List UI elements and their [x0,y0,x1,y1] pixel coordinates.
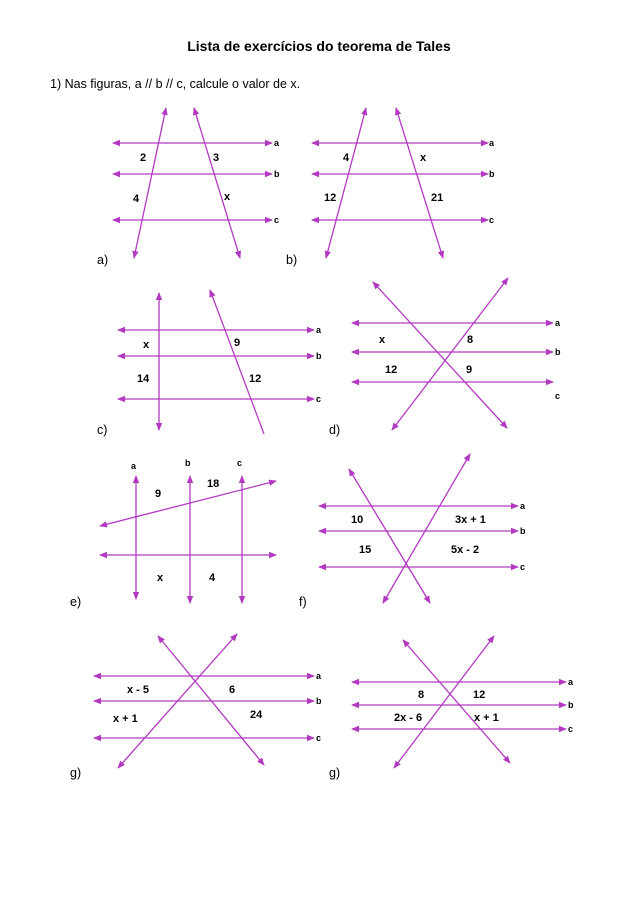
line-label-a: a [489,138,495,148]
segment-label: 6 [229,684,236,696]
line-label-b: b [316,351,322,361]
figure-e-labels [131,458,242,584]
line-label-a: a [520,501,526,511]
line-label-a: a [568,677,574,687]
segment-label: 4 [343,152,350,164]
segment-label: x [224,191,231,203]
figure-caption-e: e) [70,595,82,609]
segment-label: 15 [359,544,372,556]
segment-label: 2x - 6 [394,712,423,724]
segment-label: x + 1 [474,712,499,724]
segment-label: 8 [467,334,474,346]
segment-label: 12 [385,364,398,376]
segment-label: 9 [155,488,162,500]
segment-label: 4 [133,193,140,205]
transversal-up [392,278,508,430]
transversal-down [373,282,507,428]
segment-label: 18 [207,478,220,490]
transversal-down [349,469,430,603]
line-label-c: c [555,391,561,401]
line-label-c: c [489,215,495,225]
figure-f-labels [351,501,526,572]
segment-label: 9 [234,337,241,349]
figure-caption-c: c) [97,423,108,437]
line-label-b: b [520,526,526,536]
line-label-a: a [555,318,561,328]
segment-label: 8 [418,689,425,701]
figure-a-labels [133,138,280,225]
figure-g1-labels [113,671,322,743]
transversal-right [396,108,443,258]
figure-c [118,290,314,434]
segment-label: 3x + 1 [455,514,486,526]
line-label-a: a [316,671,322,681]
segment-label: x [379,334,386,346]
figure-caption-b: b) [286,253,298,267]
figure-a [113,108,272,258]
line-label-c: c [316,394,322,404]
transversal-up [394,636,494,768]
transversal-right [194,108,240,258]
segment-label: 14 [137,373,150,385]
segment-label: x [420,152,427,164]
segment-label: x [157,572,164,584]
segment-label: 9 [466,364,473,376]
line-label-c: c [520,562,526,572]
segment-label: 4 [209,572,216,584]
figure-f [319,454,518,603]
question-text: 1) Nas figuras, a // b // c, calcule o valor de x. [50,77,301,91]
transversal-slanted [100,481,276,526]
figure-g1 [94,634,314,768]
page-title: Lista de exercícios do teorema de Tales [187,38,451,54]
segment-label: 12 [324,192,337,204]
line-label-b: b [316,696,322,706]
figure-caption-f: f) [299,595,307,609]
segment-label: 10 [351,514,364,526]
figure-caption-d: d) [329,423,341,437]
line-label-a: a [316,325,322,335]
line-label-c: c [237,458,243,468]
line-label-c: c [316,733,322,743]
line-label-c: c [274,215,280,225]
line-label-a: a [131,461,137,471]
transversal-left [326,108,366,258]
segment-label: 21 [431,192,444,204]
transversal-slanted [210,290,264,434]
figure-caption-g1: g) [70,766,82,780]
line-label-b: b [185,458,191,468]
transversal-up [383,454,470,603]
segment-label: 12 [249,373,262,385]
figure-caption-a: a) [97,253,109,267]
line-label-b: b [568,700,574,710]
segment-label: 5x - 2 [451,544,480,556]
segment-label: 3 [213,152,220,164]
line-label-b: b [555,347,561,357]
transversal-down [403,640,510,763]
transversal-left [134,108,166,258]
line-label-a: a [274,138,280,148]
figure-d [352,278,553,430]
figure-caption-g2: g) [329,766,341,780]
segment-label: x [143,339,150,351]
figure-b [312,108,488,258]
segment-label: 12 [473,689,486,701]
figure-e [100,476,276,603]
figure-c-labels [137,325,322,404]
segment-label: 2 [140,152,147,164]
segment-label: x - 5 [127,684,150,696]
line-label-c: c [568,724,574,734]
segment-label: 24 [250,709,263,721]
line-label-b: b [489,169,495,179]
segment-label: x + 1 [113,713,138,725]
figure-g2 [352,636,566,768]
line-label-b: b [274,169,280,179]
